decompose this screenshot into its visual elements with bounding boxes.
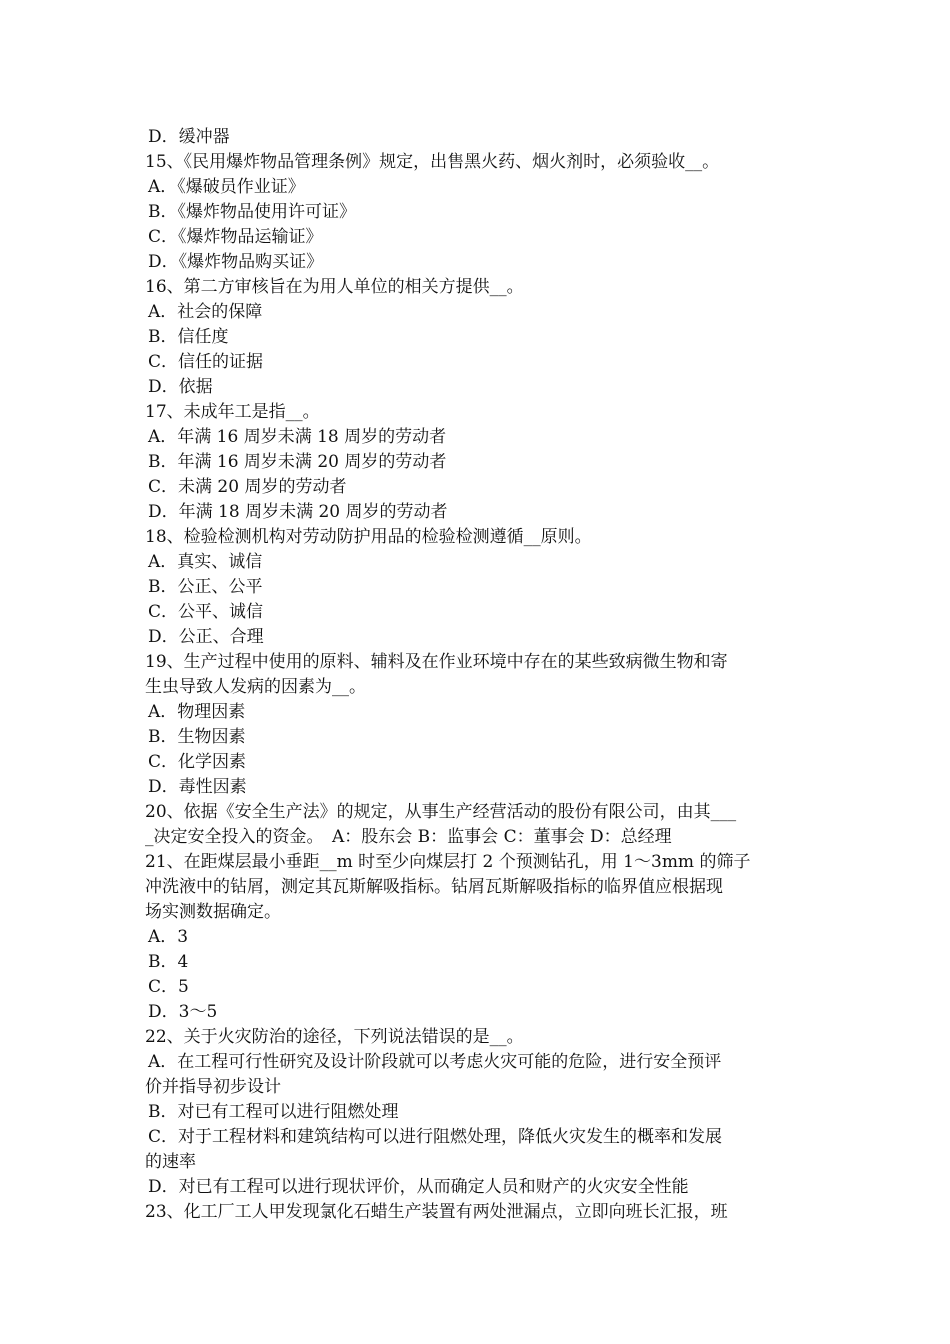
answer-option-line: C．《爆炸物品运输证》 xyxy=(148,227,323,247)
answer-option-line: B．4 xyxy=(148,952,189,972)
question-text-line: 23、化工厂工人甲发现氯化石蜡生产装置有两处泄漏点，立即向班长汇报，班 xyxy=(145,1202,728,1222)
question-text-line: 18、检验检测机构对劳动防护用品的检验检测遵循__原则。 xyxy=(145,527,592,547)
answer-option-line: D．《爆炸物品购买证》 xyxy=(148,252,324,272)
answer-option-line: B．公正、公平 xyxy=(148,577,263,597)
answer-option-line: A．《爆破员作业证》 xyxy=(148,177,305,197)
answer-option-line: D．公正、合理 xyxy=(148,627,264,647)
answer-option-line: C．信任的证据 xyxy=(148,352,264,372)
answer-option-line: D．对已有工程可以进行现状评价，从而确定人员和财产的火灾安全性能 xyxy=(148,1177,689,1197)
answer-option-line: D．缓冲器 xyxy=(148,127,230,147)
answer-option-line: B．信任度 xyxy=(148,327,229,347)
question-text-line: _决定安全投入的资金。 A：股东会 B：监事会 C：董事会 D：总经理 xyxy=(145,827,672,847)
question-text-line: 16、第二方审核旨在为用人单位的相关方提供__。 xyxy=(145,277,524,297)
question-text-line: 17、未成年工是指__。 xyxy=(145,402,320,422)
answer-option-line: C．5 xyxy=(148,977,189,997)
answer-option-line: C．公平、诚信 xyxy=(148,602,264,622)
answer-option-line: B．《爆炸物品使用许可证》 xyxy=(148,202,356,222)
answer-option-line: C．对于工程材料和建筑结构可以进行阻燃处理，降低火灾发生的概率和发展 xyxy=(148,1127,723,1147)
answer-option-line: A．3 xyxy=(148,927,189,947)
answer-option-line: D．年满 18 周岁未满 20 周岁的劳动者 xyxy=(148,502,448,522)
question-text-line: 冲洗液中的钻屑，测定其瓦斯解吸指标。钻屑瓦斯解吸指标的临界值应根据现 xyxy=(145,877,723,897)
answer-option-line: A．社会的保障 xyxy=(148,302,263,322)
answer-option-line: D．毒性因素 xyxy=(148,777,247,797)
question-text-line: 生虫导致人发病的因素为__。 xyxy=(145,677,366,697)
question-text-line: 15、《民用爆炸物品管理条例》规定，出售黑火药、烟火剂时，必须验收__。 xyxy=(145,152,720,172)
answer-option-line: C．化学因素 xyxy=(148,752,247,772)
answer-option-line: A．在工程可行性研究及设计阶段就可以考虑火灾可能的危险，进行安全预评 xyxy=(148,1052,722,1072)
question-text-line: 的速率 xyxy=(145,1152,196,1172)
answer-option-line: A．真实、诚信 xyxy=(148,552,263,572)
answer-option-line: A．年满 16 周岁未满 18 周岁的劳动者 xyxy=(148,427,447,447)
question-text-line: 场实测数据确定。 xyxy=(145,902,281,922)
question-text-line: 20、依据《安全生产法》的规定，从事生产经营活动的股份有限公司，由其___ xyxy=(145,802,737,822)
answer-option-line: A．物理因素 xyxy=(148,702,246,722)
question-text-line: 21、在距煤层最小垂距__m 时至少向煤层打 2 个预测钻孔，用 1～3mm 的筛子 xyxy=(145,852,751,872)
question-text-line: 22、关于火灾防治的途径，下列说法错误的是__。 xyxy=(145,1027,524,1047)
answer-option-line: D．依据 xyxy=(148,377,213,397)
answer-option-line: B．对已有工程可以进行阻燃处理 xyxy=(148,1102,399,1122)
question-text-line: 价并指导初步设计 xyxy=(145,1077,281,1097)
question-text-line: 19、生产过程中使用的原料、辅料及在作业环境中存在的某些致病微生物和寄 xyxy=(145,652,728,672)
answer-option-line: C．未满 20 周岁的劳动者 xyxy=(148,477,347,497)
answer-option-line: D．3～5 xyxy=(148,1002,218,1022)
document-page xyxy=(145,125,810,1225)
answer-option-line: B．年满 16 周岁未满 20 周岁的劳动者 xyxy=(148,452,447,472)
answer-option-line: B．生物因素 xyxy=(148,727,246,747)
